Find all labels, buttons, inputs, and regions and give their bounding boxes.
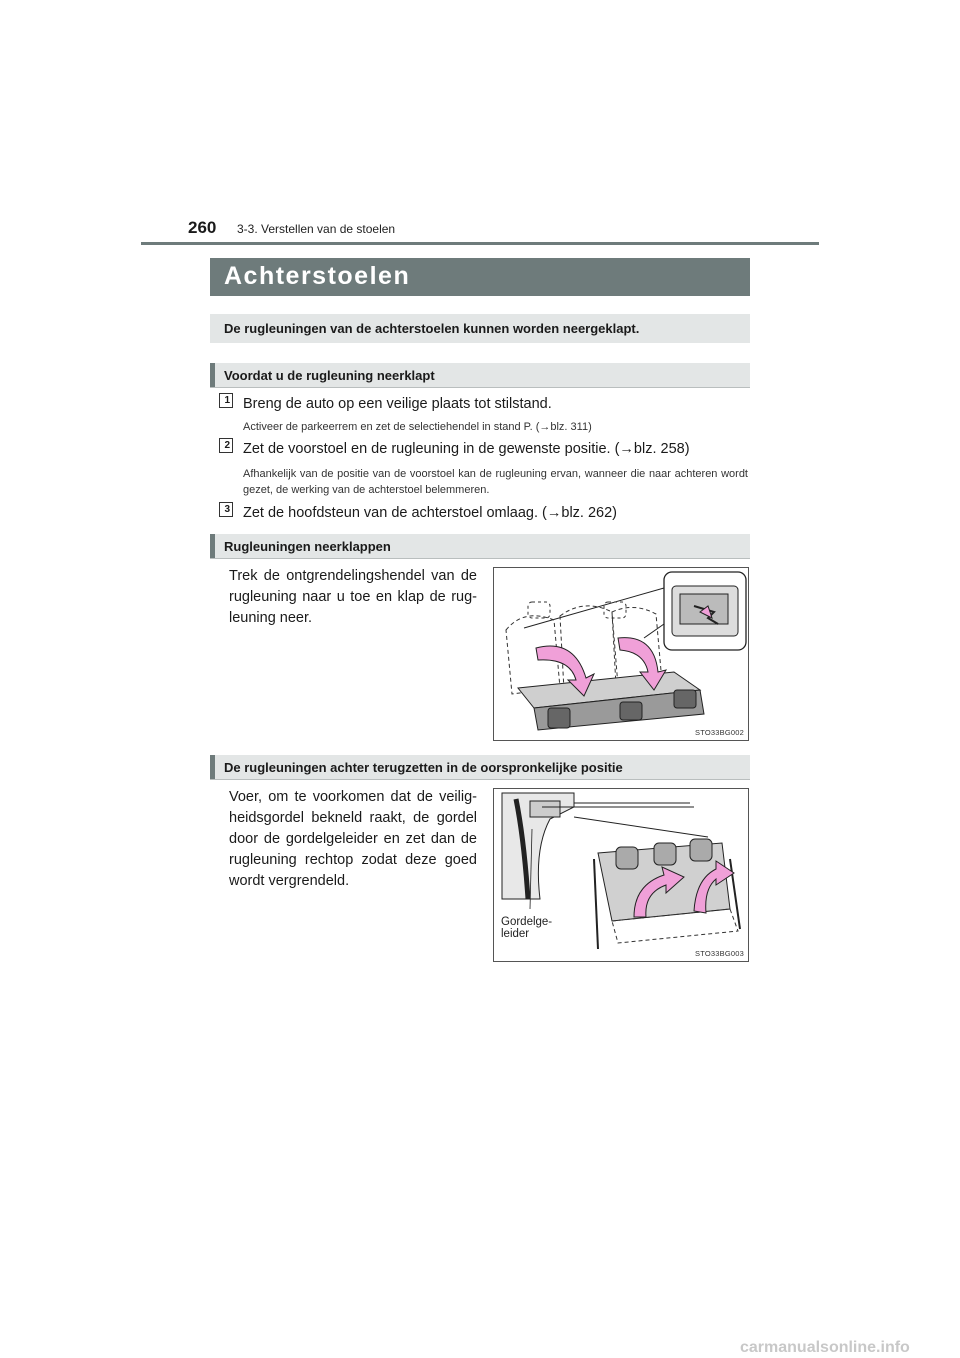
section-heading-before-folding (210, 363, 750, 388)
step-text-1: Breng de auto op een veilige plaats tot stilstand. (243, 396, 552, 412)
figure-restore (493, 788, 749, 962)
section-title-bar (210, 258, 750, 296)
step-number-2: 2 (219, 438, 233, 453)
step-number-1: 1 (219, 393, 233, 408)
restore-instructions: Voer, om te voorkomen dat de veilig-heidsgordel bekneld raakt, de gordel door de gordelgeleider en zet dan de rugleuning rechtop zodat deze goed wordt vergrendeld. (229, 789, 477, 889)
section-heading-fold-down (210, 534, 750, 559)
section-heading-text: Rugleuningen neerklappen (224, 539, 391, 554)
step-note-1: Activeer de parkeerrem en zet de selectiehendel in stand P. (→blz. 311) (243, 421, 592, 433)
page-title: Achterstoelen (224, 262, 411, 290)
section-heading-text: De rugleuningen achter terugzetten in de oorspronkelijke positie (224, 760, 623, 775)
figure-code: STO33BG003 (695, 949, 744, 958)
step-text-3: Zet de hoofdsteun van de achterstoel omlaag. (→blz. 262) (243, 505, 617, 521)
watermark: carmanualsonline.info (740, 1339, 910, 1356)
fold-down-instructions: Trek de ontgrendelingshendel van de rugleuning naar u toe en klap de rug-leuning neer. (229, 568, 477, 626)
page-number: 260 (188, 218, 217, 237)
section-heading-restore (210, 755, 750, 780)
step-text-2: Zet de voorstoel en de rugleuning in de gewenste positie. (→blz. 258) (243, 441, 690, 457)
belt-guide-label: Gordelge- leider (501, 916, 553, 940)
step-note-2: Afhankelijk van de positie van de voorstoel kan de rugleuning ervan, wanneer die naar achteren wordt gezet, de werking van de achterstoel belemmeren. (243, 468, 748, 496)
section-heading-text: Voordat u de rugleuning neerklapt (224, 368, 435, 383)
figure-fold-down (493, 567, 749, 741)
figure-code: STO33BG002 (695, 728, 744, 737)
rear-seat-fold-illustration (494, 568, 748, 740)
header-rule (141, 242, 819, 245)
intro-text: De rugleuningen van de achterstoelen kunnen worden neergeklapt. (224, 321, 640, 336)
step-number-3: 3 (219, 502, 233, 517)
intro-bar (210, 314, 750, 343)
chapter-title: 3-3. Verstellen van de stoelen (237, 222, 396, 236)
